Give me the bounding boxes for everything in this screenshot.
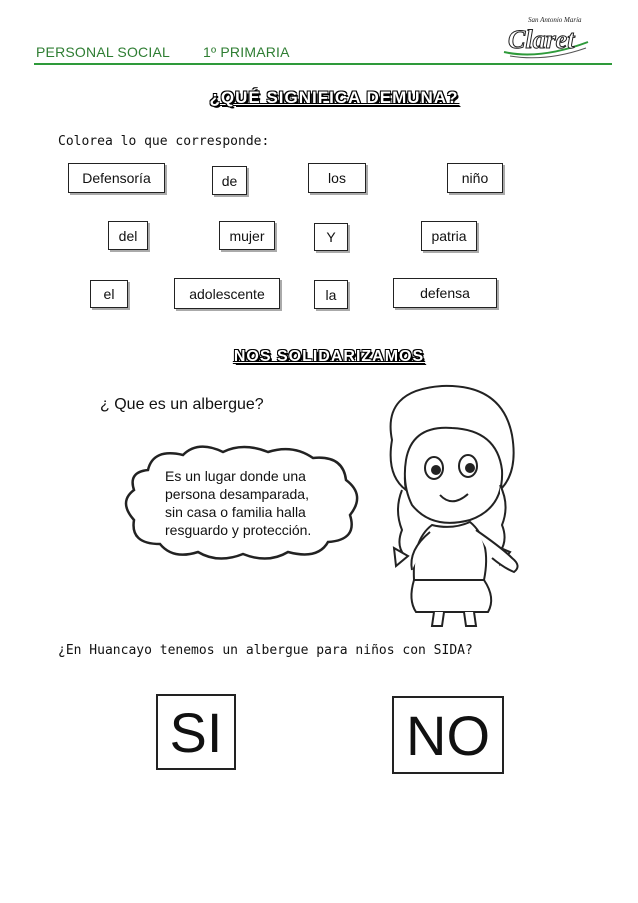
logo-text: Claret [508,25,575,54]
definition-line: sin casa o familia halla [165,504,306,520]
albergue-definition [165,467,345,539]
word-box[interactable]: los [308,163,366,193]
definition-line: persona desamparada, [165,486,309,502]
word-box[interactable]: niño [447,163,503,193]
word-box[interactable]: del [108,221,148,250]
answer-no-box[interactable]: NO [392,696,504,774]
school-logo [500,12,592,62]
word-box[interactable]: defensa [393,278,497,308]
word-box[interactable]: la [314,280,348,309]
word-box[interactable]: patria [421,221,477,251]
girl-illustration [372,380,532,630]
subject-label: PERSONAL SOCIAL [36,44,170,60]
word-box[interactable]: mujer [219,221,275,250]
word-box[interactable]: adolescente [174,278,280,309]
instruction-text: Colorea lo que corresponde: [58,134,270,149]
page-title: ¿QUÉ SIGNIFICA DEMUNA? [209,88,459,107]
word-box[interactable]: el [90,280,128,308]
section-title: NOS SOLIDARIZAMOS [233,348,425,365]
huancayo-question: ¿En Huancayo tenemos un albergue para niños con SIDA? [58,643,473,658]
definition-line: Es un lugar donde una [165,468,306,484]
albergue-question: ¿ Que es un albergue? [100,396,264,413]
logo-subtitle: San Antonio María [528,16,582,24]
header-divider [34,63,612,65]
word-box[interactable]: de [212,166,247,195]
definition-line: resguardo y protección. [165,522,312,538]
word-box[interactable]: Defensoría [68,163,165,193]
word-box[interactable]: Y [314,223,348,251]
grade-label: 1º PRIMARIA [203,44,290,60]
answer-yes-box[interactable]: SI [156,694,236,770]
